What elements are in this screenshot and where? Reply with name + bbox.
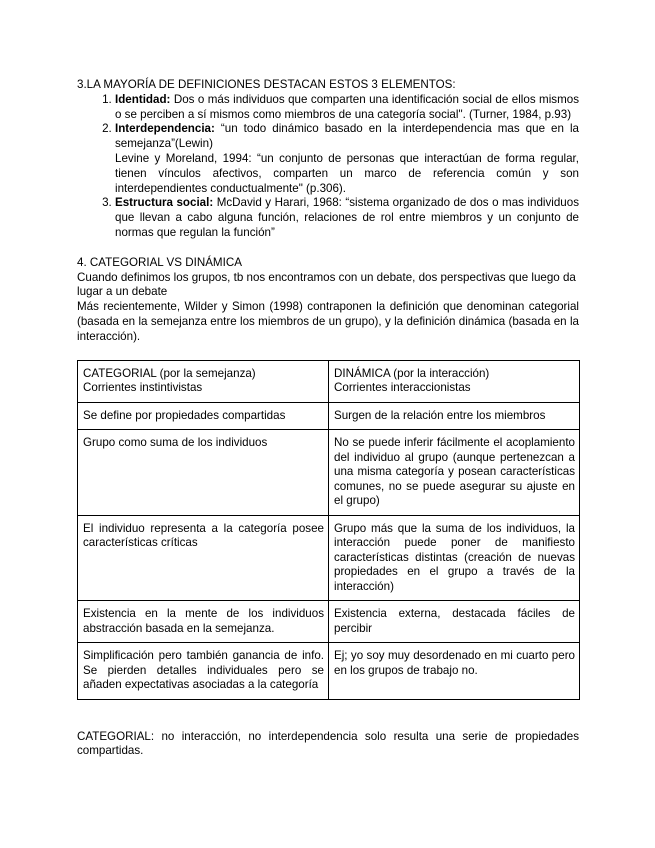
elements-list: [77, 93, 579, 241]
list-item-estructura-social: [115, 196, 579, 240]
header-dinamica: [329, 360, 580, 402]
table-cell-categorial: El individuo representa a la categoría posee características críticas: [78, 515, 329, 601]
section-4-paragraph-2: Más recientemente, Wilder y Simon (1998) contraponen la definición que denominan categorial (basada en la semejanza entre los miembros de un grupo), y la definición dinámica (basada en la interacción).: [77, 300, 579, 343]
table-cell-dinamica: No se puede inferir fácilmente el acoplamiento del individuo al grupo (aunque pertenezcan a una misma categoría y posean características comunes, no se puede asegurar su ajuste en el grupo): [329, 430, 580, 516]
header-categorial: [78, 360, 329, 402]
term-interdependencia: Interdependencia:: [115, 122, 215, 136]
table-cell-dinamica: Ej; yo soy muy desordenado en mi cuarto pero en los grupos de trabajo no.: [329, 643, 580, 700]
table-row: [78, 402, 580, 430]
table-cell-categorial: Grupo como suma de los individuos: [78, 430, 329, 516]
term-estructura-social: Estructura social:: [115, 196, 214, 210]
list-item-interdependencia: [115, 122, 579, 196]
table-header-row: [78, 360, 580, 402]
definition-interdependencia: “un todo dinámico basado en la interdependencia mas que en la semejanza”(Lewin): [115, 122, 579, 151]
footer-note: CATEGORIAL: no interacción, no interdependencia solo resulta una serie de propiedades compartidas.: [77, 729, 579, 758]
header-dinamica-subtitle: Corrientes interaccionistas: [334, 381, 471, 395]
table-row: [78, 601, 580, 643]
document-page: [77, 78, 579, 759]
term-identidad: Identidad:: [115, 92, 171, 106]
table-cell-dinamica: Existencia externa, destacada fáciles de percibir: [329, 601, 580, 643]
header-categorial-subtitle: Corrientes instintivistas: [83, 381, 203, 395]
section-4-heading: 4. CATEGORIAL VS DINÁMICA: [77, 255, 242, 269]
table-cell-categorial: Se define por propiedades compartidas: [78, 402, 329, 430]
section-4-paragraph-1: Cuando definimos los grupos, tb nos encontramos con un debate, dos perspectivas que luego da lugar a un debate: [77, 270, 576, 299]
definition-estructura-social: McDavid y Harari, 1968: “sistema organizado de dos o mas individuos que llevan a cabo alguna función, relaciones de rol entre miembros y un conjunto de normas que regulan la función”: [115, 196, 579, 239]
definition-identidad: Dos o más individuos que comparten una identificación social de ellos mismos o se perciben a sí mismos como miembros de una categoría social". (Turner, 1984, p.93): [115, 92, 579, 121]
section-3-heading: 3.LA MAYORÍA DE DEFINICIONES DESTACAN ESTOS 3 ELEMENTOS:: [77, 78, 456, 91]
list-item-identidad: [115, 93, 579, 123]
comparison-table: [77, 360, 580, 700]
table-row: [78, 515, 580, 601]
definition-interdependencia-extra: Levine y Moreland, 1994: “un conjunto de personas que interactúan de forma regular, tienen vínculos afectivos, comparten un marco de referencia común y son interdependientes conductualmente" (p.306).: [115, 151, 579, 195]
table-row: [78, 643, 580, 700]
table-cell-categorial: Existencia en la mente de los individuos abstracción basada en la semejanza.: [78, 601, 329, 643]
table-row: [78, 430, 580, 516]
table-cell-dinamica: Grupo más que la suma de los individuos, la interacción puede poner de manifiesto características distintas (creación de nuevas propiedades en el grupo a través de la interacción): [329, 515, 580, 601]
table-cell-categorial: Simplificación pero también ganancia de info. Se pierden detalles individuales pero se añaden expectativas asociadas a la categoría: [78, 643, 329, 700]
header-dinamica-title: DINÁMICA (por la interacción): [334, 366, 490, 380]
table-cell-dinamica: Surgen de la relación entre los miembros: [329, 402, 580, 430]
header-categorial-title: CATEGORIAL (por la semejanza): [83, 366, 256, 380]
